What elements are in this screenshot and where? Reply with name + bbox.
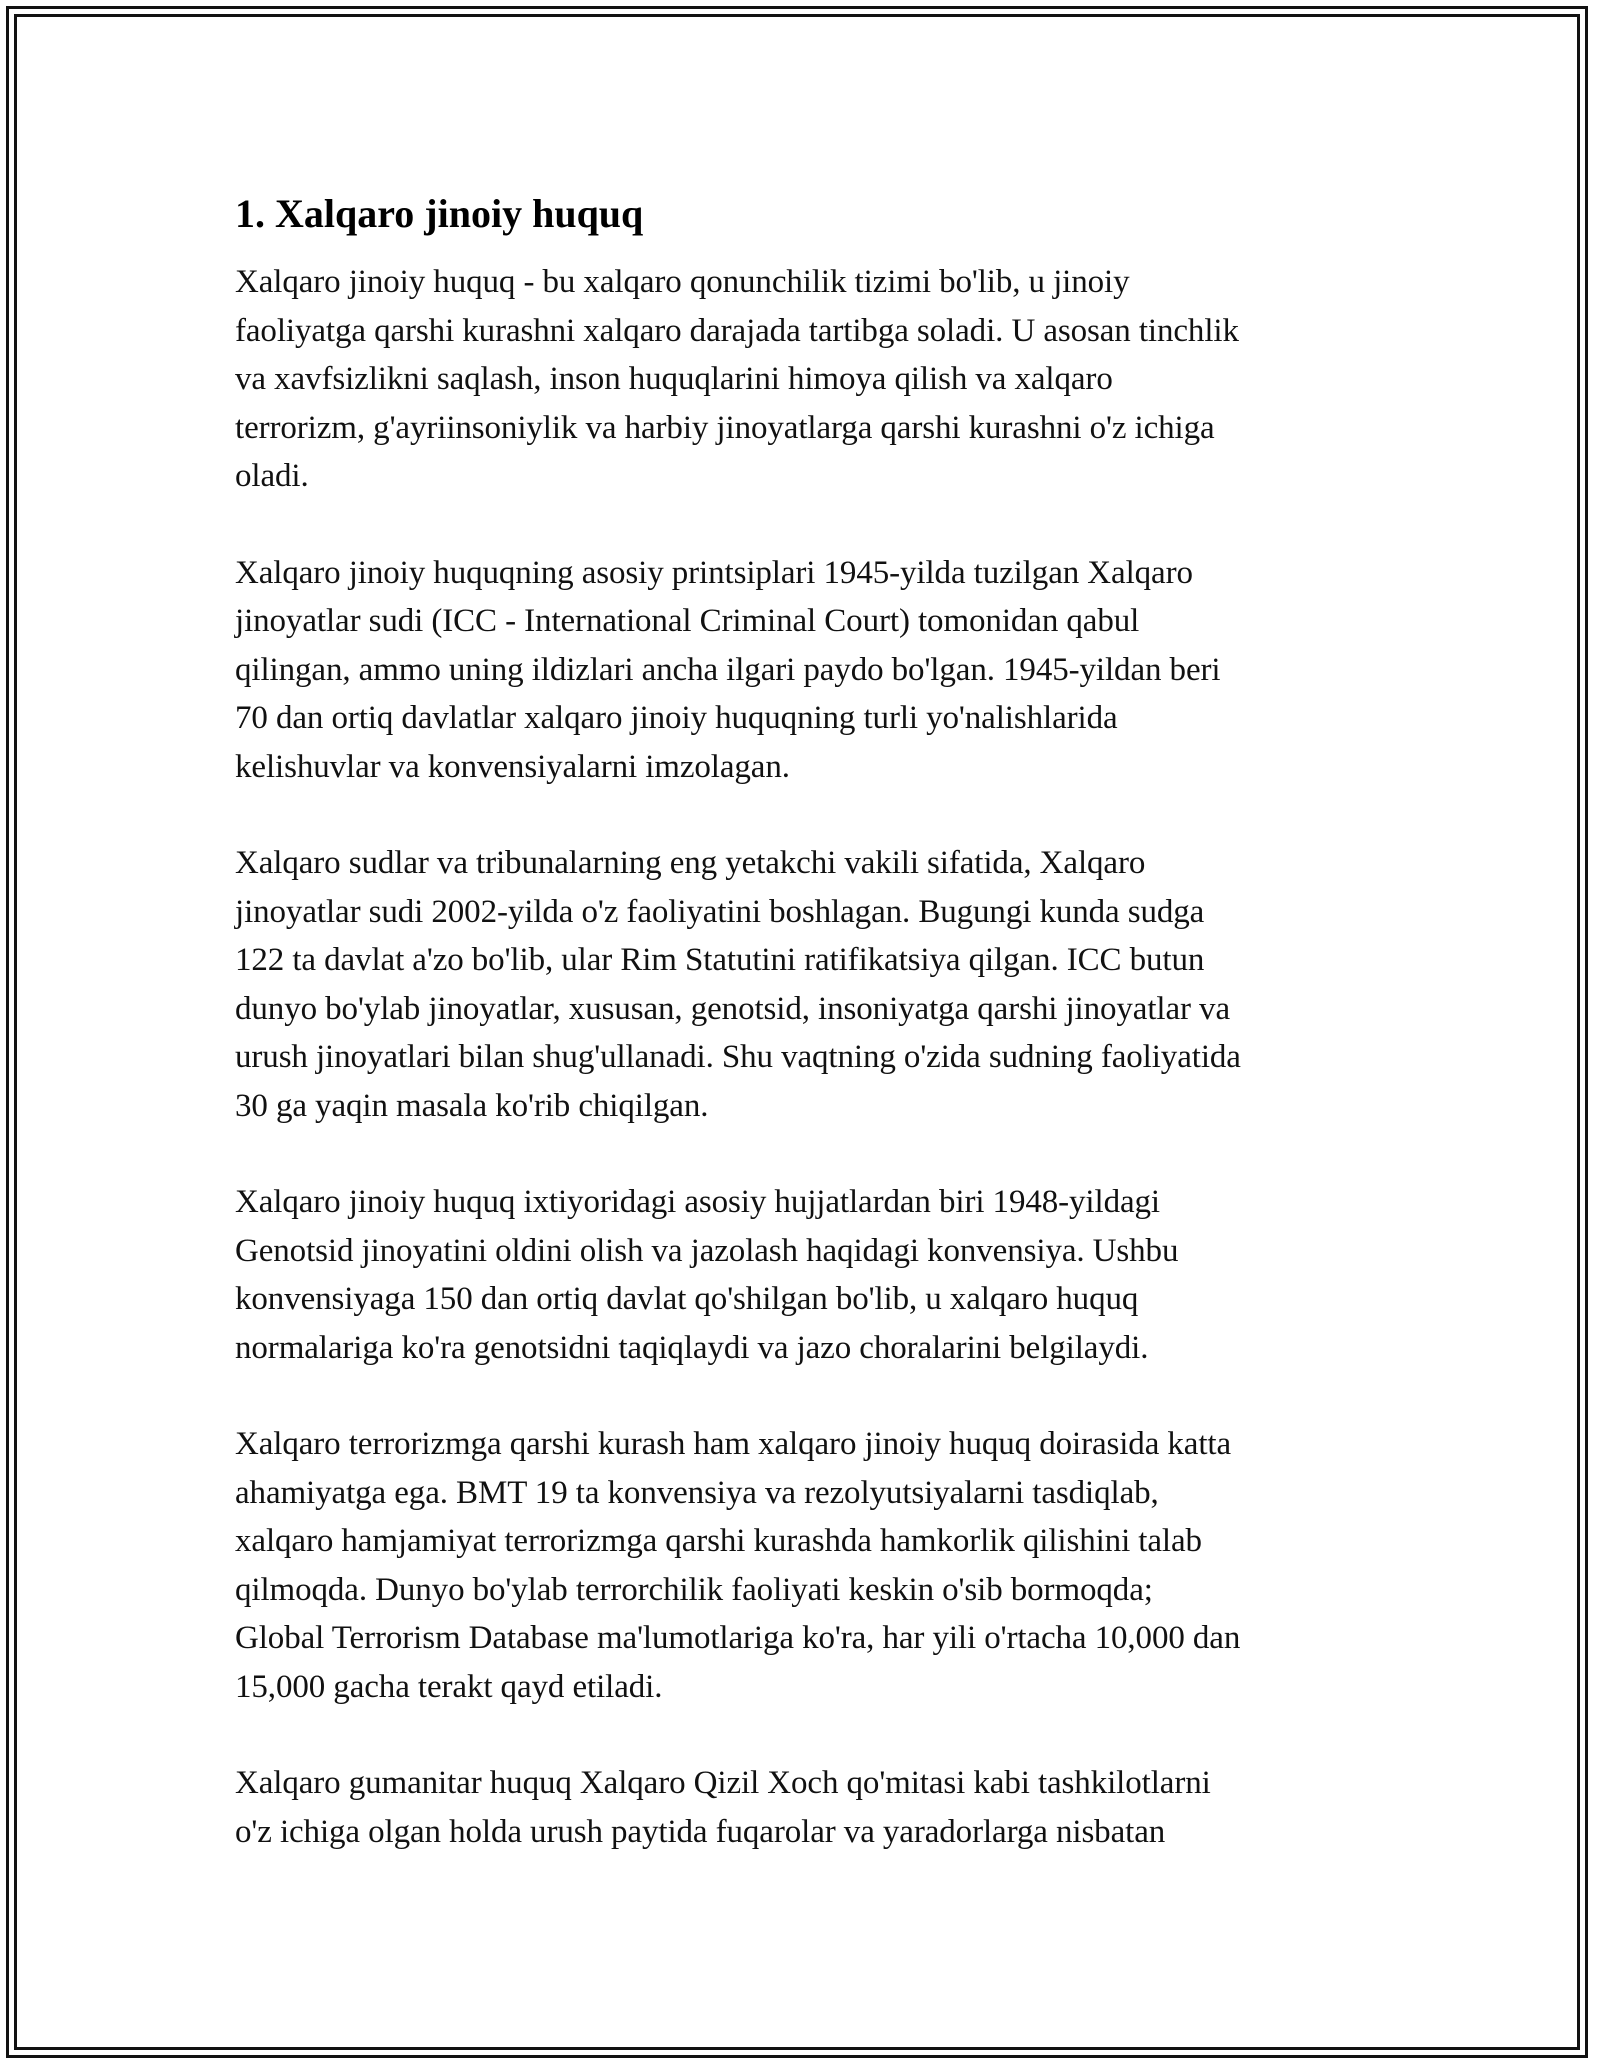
- paragraph-3-line-2: jinoyatlar sudi 2002-yilda o'z faoliyatini boshlagan. Bugungi kunda sudga: [235, 893, 1205, 930]
- paragraph-1-line-1: Xalqaro jinoiy huquq - bu xalqaro qonunchilik tizimi bo'lib, u jinoiy: [235, 264, 1130, 300]
- paragraph-5: [235, 1420, 1385, 1711]
- paragraph-1-line-3: va xavfsizlikni saqlash, inson huquqlarini himoya qilish va xalqaro: [235, 361, 1113, 397]
- paragraph-4-line-1: Xalqaro jinoiy huquq ixtiyoridagi asosiy hujjatlardan biri 1948-yildagi: [235, 1184, 1160, 1220]
- paragraph-6: [235, 1759, 1385, 1856]
- paragraph-3-line-5: urush jinoyatlari bilan shug'ullanadi. Shu vaqtning o'zida sudning faoliyatida: [235, 1039, 1241, 1075]
- paragraph-1-line-2: faoliyatga qarshi kurashni xalqaro darajada tartibga soladi. U asosan tinchlik: [235, 312, 1239, 349]
- paragraph-1-line-5: oladi.: [235, 458, 309, 494]
- paragraph-1: [235, 258, 1385, 501]
- paragraph-4-line-4: normalariga ko'ra genotsidni taqiqlaydi va jazo choralarini belgilaydi.: [235, 1329, 1149, 1366]
- document-body: [235, 188, 1385, 1904]
- paragraph-3-line-4: dunyo bo'ylab jinoyatlar, xususan, genotsid, insoniyatga qarshi jinoyatlar va: [235, 990, 1230, 1027]
- paragraph-4-line-2: Genotsid jinoyatini oldini olish va jazolash haqidagi konvensiya. Ushbu: [235, 1232, 1179, 1269]
- paragraph-2-line-3: qilingan, ammo uning ildizlari ancha ilgari paydo bo'lgan. 1945-yildan beri: [235, 651, 1221, 688]
- paragraph-3-line-1: Xalqaro sudlar va tribunalarning eng yetakchi vakili sifatida, Xalqaro: [235, 845, 1146, 881]
- paragraph-5-line-1: Xalqaro terrorizmga qarshi kurash ham xalqaro jinoiy huquq doirasida katta: [235, 1426, 1232, 1462]
- paragraph-2-line-2: jinoyatlar sudi (ICC - International Criminal Court) tomonidan qabul: [235, 603, 1140, 639]
- paragraph-2-line-1: Xalqaro jinoiy huquqning asosiy printsiplari 1945-yilda tuzilgan Xalqaro: [235, 554, 1193, 591]
- paragraph-2-line-5: kelishuvlar va konvensiyalarni imzolagan.: [235, 748, 790, 785]
- paragraph-2: [235, 549, 1385, 792]
- paragraph-6-line-1: Xalqaro gumanitar huquq Xalqaro Qizil Xoch qo'mitasi kabi tashkilotlarni: [235, 1765, 1211, 1801]
- paragraph-3-line-6: 30 ga yaqin masala ko'rib chiqilgan.: [235, 1087, 709, 1124]
- paragraph-2-line-4: 70 dan ortiq davlatlar xalqaro jinoiy huquqning turli yo'nalishlarida: [235, 700, 1118, 736]
- paragraph-3-line-3: 122 ta davlat a'zo bo'lib, ular Rim Statutini ratifikatsiya qilgan. ICC butun: [235, 942, 1205, 978]
- paragraph-1-line-4: terrorizm, g'ayriinsoniylik va harbiy jinoyatlarga qarshi kurashni o'z ichiga: [235, 409, 1215, 446]
- paragraph-4: [235, 1178, 1385, 1372]
- paragraph-6-line-2: o'z ichiga olgan holda urush paytida fuqarolar va yaradorlarga nisbatan: [235, 1813, 1166, 1850]
- paragraph-4-line-3: konvensiyaga 150 dan ortiq davlat qo'shilgan bo'lib, u xalqaro huquq: [235, 1281, 1139, 1317]
- paragraph-5-line-2: ahamiyatga ega. BMT 19 ta konvensiya va rezolyutsiyalarni tasdiqlab,: [235, 1474, 1159, 1511]
- paragraph-5-line-5: Global Terrorism Database ma'lumotlariga ko'ra, har yili o'rtacha 10,000 dan: [235, 1620, 1241, 1656]
- paragraph-5-line-3: xalqaro hamjamiyat terrorizmga qarshi kurashda hamkorlik qilishini talab: [235, 1523, 1202, 1559]
- section-heading: 1. Xalqaro jinoiy huquq: [235, 191, 644, 236]
- paragraph-3: [235, 839, 1385, 1130]
- paragraph-5-line-4: qilmoqda. Dunyo bo'ylab terrorchilik faoliyati keskin o'sib bormoqda;: [235, 1571, 1153, 1608]
- paragraph-5-line-6: 15,000 gacha terakt qayd etiladi.: [235, 1668, 663, 1705]
